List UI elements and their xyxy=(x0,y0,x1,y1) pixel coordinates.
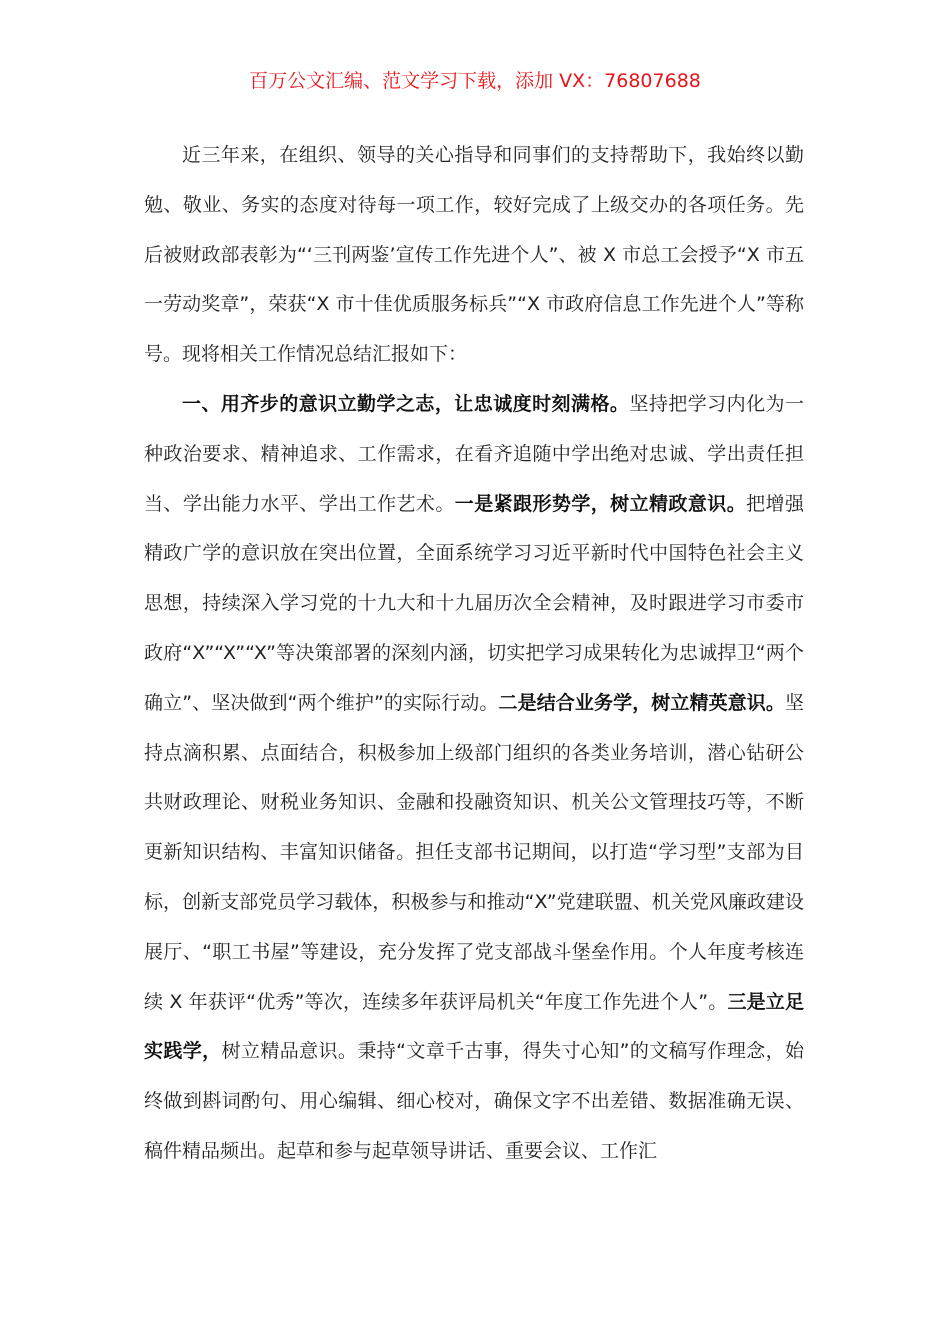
paragraph-text: 坚持点滴积累、点面结合，积极参加上级部门组织的各类业务培训，潜心钻研公共财政理论、财税业务知识、金融和投融资知识、机关公文管理技巧等，不断更新知识结构、丰富知识储备。担任支部书记期间，以打造“学习型”支部为目标，创新支部党员学习载体，积极参与和推动“X”党建联盟、机关党风廉政建设展厅、“职工书屋”等建设，充分发挥了党支部战斗堡垒作用。个人年度考核连续 X 年获评“优秀”等次，连续多年获评局机关“年度工作先进个人”。 xyxy=(144,691,804,1013)
subpoint-heading-two: 二是结合业务学，树立精英意识。 xyxy=(498,691,785,714)
subpoint-heading-one: 一是紧跟形势学，树立精政意识。 xyxy=(454,492,747,515)
document-body xyxy=(144,131,804,1177)
section-heading: 一、用齐步的意识立勤学之志，让忠诚度时刻满格。 xyxy=(182,392,630,415)
section-one-paragraph xyxy=(144,380,804,1177)
watermark-header: 百万公文汇编、范文学习下载，添加 VX：76807688 xyxy=(249,70,701,92)
paragraph-text: 把增强精政广学的意识放在突出位置，全面系统学习习近平新时代中国特色社会主义思想，持续深入学习党的十九大和十九届历次全会精神，及时跟进学习市委市政府“X”“X”“X”等决策部署的深刻内涵，切实把学习成果转化为忠诚捍卫“两个确立”、坚决做到“两个维护”的实际行动。 xyxy=(144,492,804,714)
paragraph-text: 坚持把学习内化为一种政治要求、精神追求、工作需求，在看齐追随中学出绝对忠诚、学出责任担当、学出能力水平、学出工作艺术。 xyxy=(144,392,804,515)
paragraph-text: 树立精品意识。秉持“文章千古事，得失寸心知”的文稿写作理念，始终做到斟词酌句、用心编辑、细心校对，确保文字不出差错、数据准确无误、稿件精品频出。起草和参与起草领导讲话、重要会议、工作汇 xyxy=(144,1040,804,1162)
paragraph-text: 近三年来，在组织、领导的关心指导和同事们的支持帮助下，我始终以勤勉、敬业、务实的态度对待每一项工作，较好完成了上级交办的各项任务。先后被财政部表彰为“‘三刊两鉴’宣传工作先进个人”、被 X 市总工会授予“X 市五一劳动奖章”，荣获“X 市十佳优质服务标兵”“X 市政府信息工作先进个人”等称号。现将相关工作情况总结汇报如下： xyxy=(144,144,804,366)
subpoint-heading-three: 三是立足实践学， xyxy=(144,990,804,1063)
intro-paragraph xyxy=(144,131,804,380)
